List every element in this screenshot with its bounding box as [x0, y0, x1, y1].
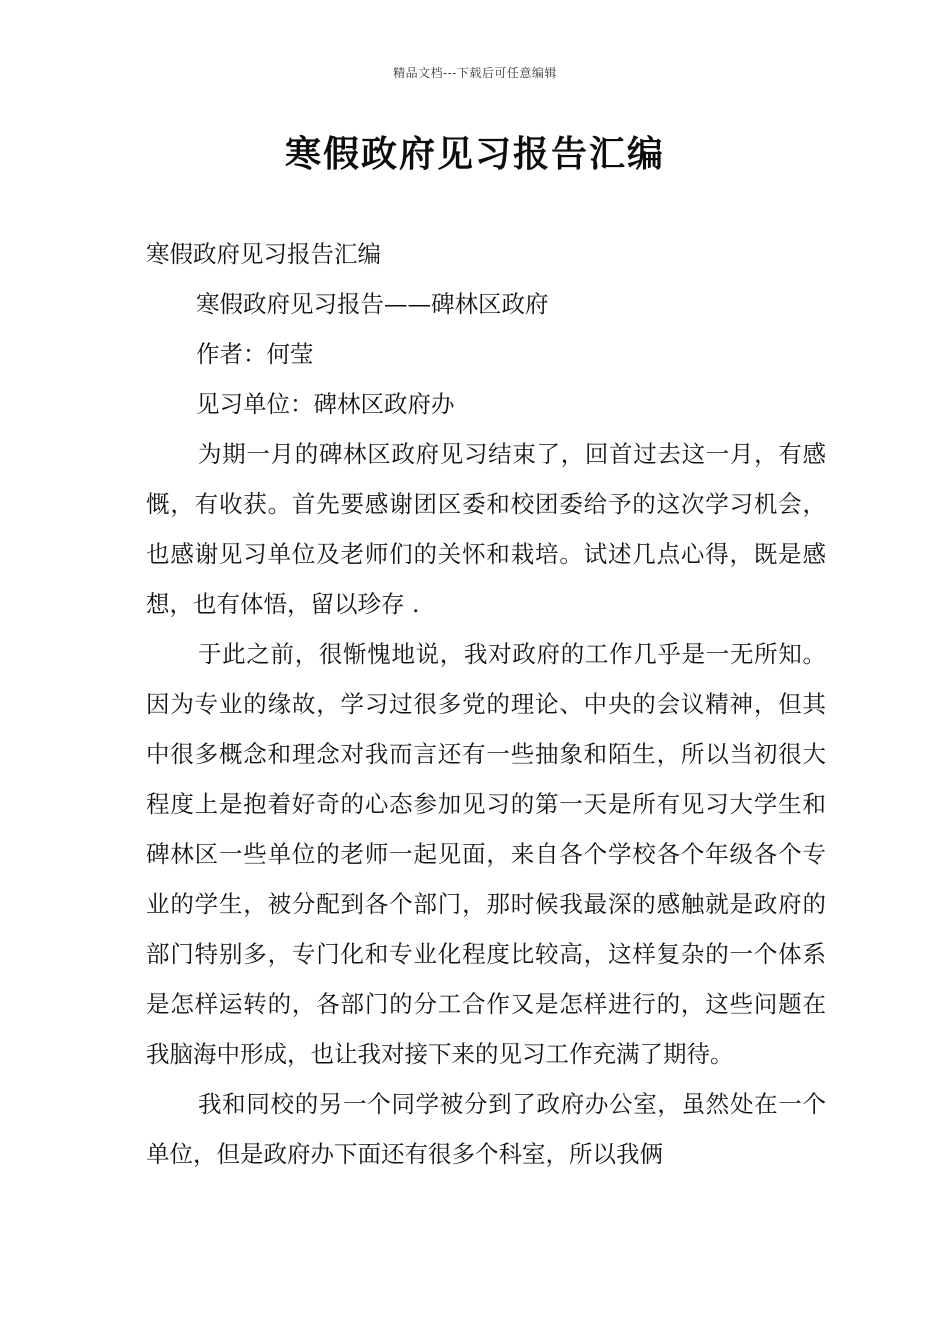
- body-paragraph-1: 为期一月的碑林区政府见习结束了，回首过去这一月，有感慨，有收获。首先要感谢团区委和校团委给予的这次学习机会，也感谢见习单位及老师们的关怀和栽培。试述几点心得，既是感想，也有体悟，留以珍存 .: [146, 440, 826, 618]
- report-title-line: 寒假政府见习报告——碑林区政府: [196, 290, 549, 318]
- document-title: 寒假政府见习报告汇编: [284, 133, 665, 175]
- author-line: 作者：何莹: [196, 340, 314, 368]
- body-paragraph-2: 于此之前，很惭愧地说，我对政府的工作几乎是一无所知。因为专业的缘故，学习过很多党的理论、中央的会议精神，但其中很多概念和理念对我而言还有一些抽象和陌生，所以当初很大程度上是抱着好奇的心态参加见习的第一天是所有见习大学生和碑林区一些单位的老师一起见面，来自各个学校各个年级各个专业的学生，被分配到各个部门，那时候我最深的感触就是政府的部门特别多，专门化和专业化程度比较高，这样复杂的一个体系是怎样运转的，各部门的分工合作又是怎样进行的，这些问题在我脑海中形成，也让我对接下来的见习工作充满了期待。: [146, 640, 826, 1068]
- header-note: 精品文档---下载后可任意编辑: [393, 66, 557, 80]
- subtitle-line: 寒假政府见习报告汇编: [146, 240, 381, 268]
- document-body: [146, 229, 826, 1179]
- body-paragraph-3: 我和同校的另一个同学被分到了政府办公室，虽然处在一个单位，但是政府办下面还有很多个科室，所以我俩: [146, 1090, 826, 1168]
- unit-line: 见习单位：碑林区政府办: [196, 390, 455, 418]
